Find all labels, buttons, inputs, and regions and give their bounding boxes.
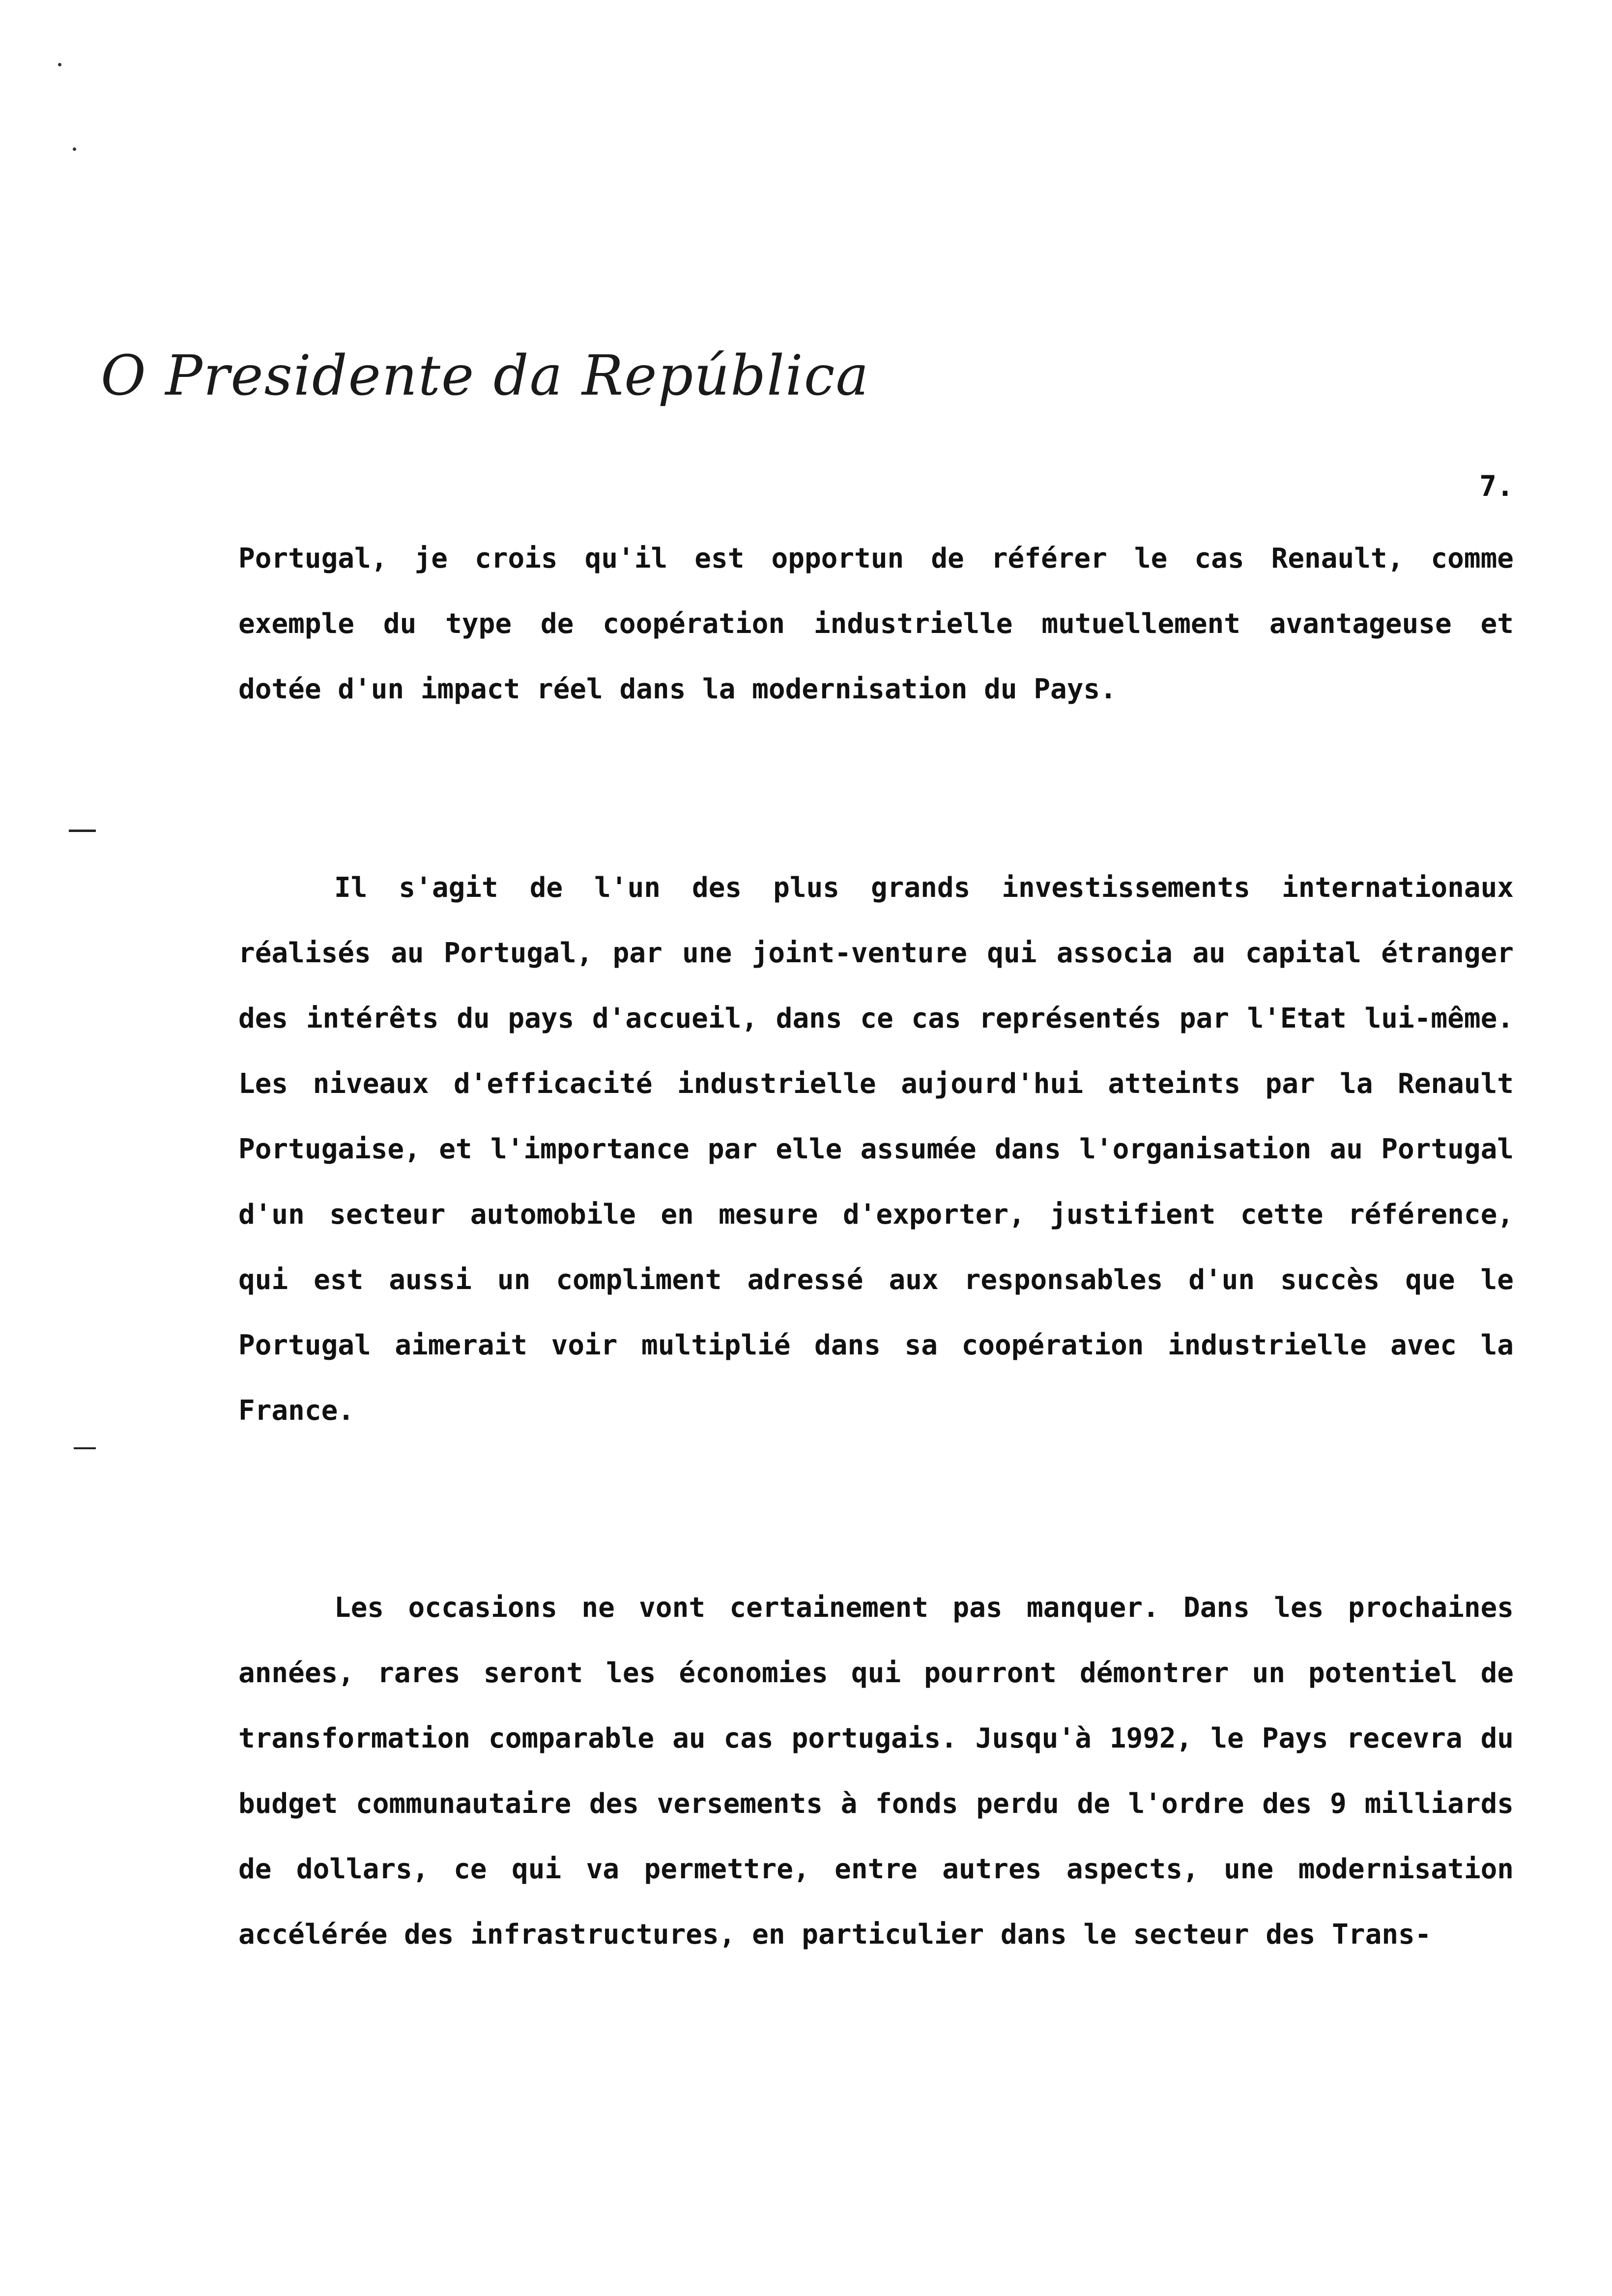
paragraph: Les occasions ne vont certainement pas manquer. Dans les prochaines années, rares seront les économies qui pourront démontrer un potentiel de transformation comparable au cas portugais. Jusqu'à 1992, le Pays recevra du budget communautaire des versements à fonds perdu de l'ordre des 9 milliards de dollars, ce qui va permettre, entre autres aspects, une modernisation accélérée des infrastructures, en particulier dans le secteur des Trans- — [238, 1592, 1514, 1951]
letterhead: O Presidente da República — [101, 344, 870, 408]
paragraph: Portugal, je crois qu'il est opportun de référer le cas Renault, comme exemple du type de coopération industrielle mutuellement avantageuse et dotée d'un impact réel dans la modernisation du Pays. — [238, 543, 1514, 705]
margin-mark — [69, 830, 96, 832]
paragraph: Il s'agit de l'un des plus grands investissements internationaux réalisés au Portugal, par une joint-venture qui associa au capital étranger des intérêts du pays d'accueil, dans ce cas représentés par l'Etat lui-même. Les niveaux d'efficacité industrielle aujourd'hui atteints par la Renault Portugaise, et l'importance par elle assumée dans l'organisation au Portugal d'un secteur automobile en mesure d'exporter, justifient cette référence, qui est aussi un compliment adressé aux responsables d'un succès que le Portugal aimerait voir multiplié dans sa coopération industrielle avec la France. — [238, 872, 1514, 1427]
scan-speck — [58, 63, 61, 66]
scan-speck — [73, 147, 76, 151]
margin-mark — [74, 1447, 96, 1449]
page-number: 7. — [1479, 469, 1514, 503]
